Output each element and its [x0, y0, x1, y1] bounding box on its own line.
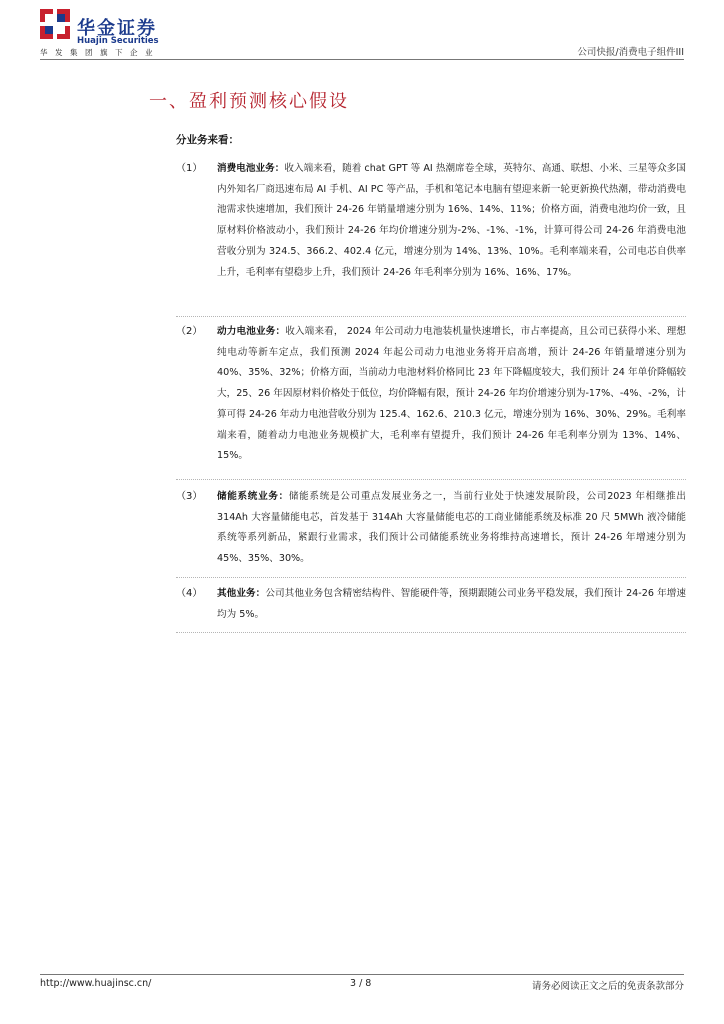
item-label: 其他业务：	[217, 588, 266, 599]
footer-divider	[40, 974, 684, 975]
huajin-logo-mark-icon	[40, 9, 70, 39]
item-body: 收入端来看，随着 chat GPT 等 AI 热潮席卷全球，英特尔、高通、联想、小米、三星等众多国内外知名厂商迅速布局 AI 手机、AI PC 等产品，手机和笔记本电脑有望迎来新一轮更新换代热潮，带动消费电池需求快速增加，我们预计 24-26 年销量增速分别为 16%、14%、11%；价格方面，消费电池均价一致，且原材料价格波动小，我们预计 24-26 年均价增速分别为-2%、-1%、-1%，计算可得公司 24-26 年消费电池营收分别为 324.5、366.2、402.4 亿元，增速分别为 14%、13%、10%。毛利率端来看，公司电芯自供率上升，毛利率有望稳步上升，我们预计 24-26 年毛利率分别为 16%、16%、17%。	[217, 163, 687, 278]
logo-slogan: 华发集团旗下企业	[40, 48, 160, 57]
item-text	[217, 159, 686, 283]
item-body: 收入端来看， 2024 年公司动力电池装机量快速增长，市占率提高，且公司已获得小米、理想纯电动等新车定点，我们预测 2024 年起公司动力电池业务将开启高增，预计 24-26 年销量增速分别为 40%、35%、32%；价格方面，当前动力电池材料价格同比 23 年下降幅度较大，我们预计 24 年单价降幅较大，25、26 年因原材料价格处于低位，均价降幅有限，预计 24-26 年均价增速分别为-17%、-4%、-2%，计算可得 24-26 年动力电池营收分别为 125.4、162.6、210.3 亿元，增速分别为 16%、30%、29%。毛利率端来看，随着动力电池业务规模扩大，毛利率有望提升，我们预计 24-26 年毛利率分别为 13%、14%、15%。	[217, 326, 686, 462]
item-label: 动力电池业务：	[217, 326, 286, 337]
item-body: 储能系统是公司重点发展业务之一，当前行业处于快速发展阶段，公司2023 年相继推出 314Ah 大容量储能电芯，首发基于 314Ah 大容量储能电芯的工商业储能系统及标准 20 尺 5MWh 液冷储能系统等系列新品，紧跟行业需求，我们预计公司储能系统业务将维持高速增长，预计 24-26 年增速分别为 45%、35%、30%。	[217, 491, 687, 565]
item-divider	[176, 479, 686, 480]
section-subheading: 分业务来看：	[176, 134, 239, 146]
business-item-energy-storage	[176, 487, 686, 570]
item-divider	[176, 632, 686, 633]
page-number: 3 / 8	[350, 978, 372, 989]
business-item-power-battery	[176, 322, 686, 467]
item-number: （4）	[176, 588, 203, 599]
logo-english-name: Huajin Securities	[77, 36, 159, 46]
business-item-consumer-battery	[176, 159, 686, 283]
item-divider	[176, 316, 686, 317]
item-number: （3）	[176, 491, 203, 502]
item-text	[217, 584, 686, 625]
logo-chinese-name: 华金证券	[77, 18, 157, 39]
item-text	[217, 322, 686, 467]
header-divider	[40, 59, 684, 60]
business-item-other	[176, 584, 686, 625]
item-number: （1）	[176, 163, 203, 174]
item-number: （2）	[176, 326, 203, 337]
item-label: 储能系统业务：	[217, 491, 289, 502]
item-body: 公司其他业务包含精密结构件、智能硬件等，预期跟随公司业务平稳发展，我们预计 24-26 年增速均为 5%。	[217, 588, 686, 620]
item-label: 消费电池业务：	[217, 163, 285, 174]
item-text	[217, 487, 686, 570]
section-title: 一、盈利预测核心假设	[149, 91, 349, 112]
item-divider	[176, 577, 686, 578]
company-logo	[40, 9, 165, 59]
report-type-label: 公司快报/消费电子组件III	[577, 47, 684, 58]
footer-website-link[interactable]: http://www.huajinsc.cn/	[40, 978, 152, 989]
footer-disclaimer: 请务必阅读正文之后的免责条款部分	[531, 981, 684, 992]
